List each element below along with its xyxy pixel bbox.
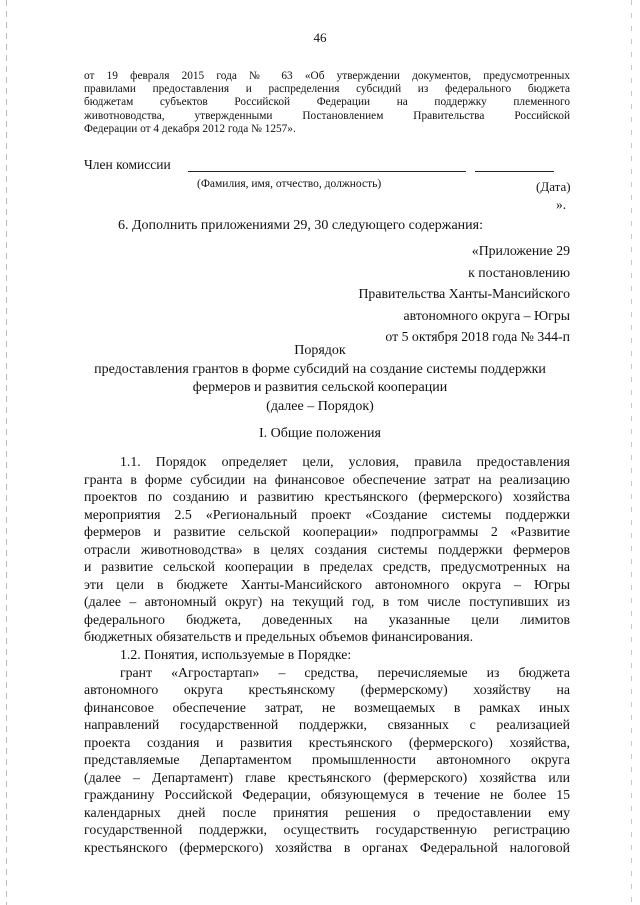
signature-date-line [475, 171, 554, 172]
paragraph-line: гражданину Российской Федерации, обязующемуся в течение не более 15 [84, 787, 570, 803]
scan-edge-right [631, 0, 632, 905]
paragraph-line: фермеров и развитие сельской кооперации» подпрограммы 2 «Развитие [84, 524, 570, 540]
intro-line: Федерации от 4 декабря 2012 года № 1257». [84, 122, 296, 135]
paragraph-line: гранта в форме субсидии на финансовое обеспечение затрат на реализацию [84, 471, 570, 487]
intro-line: бюджетам субъектов Российской Федерации на поддержку племенного [84, 96, 570, 109]
intro-line: от 19 февраля 2015 года № 63 «Об утверждении документов, предусмотренных [84, 70, 570, 82]
closing-quote: ». [556, 197, 567, 212]
appendix-line: от 5 октября 2018 года № 344-п [385, 329, 570, 344]
paragraph-line: календарных дней после принятия решения о предоставлении ему [84, 804, 570, 820]
paragraph-line: проектов по созданию и развитию крестьянского (фермерского) хозяйства [84, 489, 570, 505]
paragraph-line: государственной поддержки, осуществить государственную регистрацию [84, 822, 570, 838]
title-line: (далее – Порядок) [266, 398, 374, 414]
appendix-line: «Приложение 29 [471, 243, 570, 258]
section-heading: I. Общие положения [259, 426, 381, 441]
paragraph-line: крестьянского (фермерского) хозяйства в органах Федеральной налоговой [84, 840, 570, 856]
paragraph-line: автономного округа крестьянскому (фермерскому) хозяйству на [84, 682, 570, 698]
paragraph-line: и развитие сельской кооперации в пределах средств, предусмотренных на [84, 559, 570, 575]
scan-edge-left [6, 0, 7, 905]
paragraph-line: федерального бюджета, доведенных на указанные цели лимитов [84, 611, 570, 627]
signature-caption: (Фамилия, имя, отчество, должность) [197, 178, 382, 190]
title-line: предоставления грантов в форме субсидий на создание системы поддержки [94, 361, 546, 377]
page-number: 46 [313, 30, 327, 45]
paragraph-line: бюджетных обязательств и предельных объемов финансирования. [84, 629, 474, 645]
document-title [60, 342, 580, 416]
title-line: фермеров и развития сельской кооперации [192, 380, 448, 395]
signature-label: Член комиссии [84, 157, 171, 172]
paragraph-line: направлений государственной поддержки, связанных с реализацией [84, 717, 570, 733]
paragraph-line: финансовое обеспечение затрат, не возмещаемых в рамках иных [84, 699, 570, 715]
item-6-text: 6. Дополнить приложениями 29, 30 следующего содержания: [118, 218, 483, 233]
paragraph-line: эти цели в бюджете Ханты-Мансийского автономного округа – Югры [84, 576, 570, 592]
paragraph-line: мероприятия 2.5 «Региональный проект «Создание системы поддержки [84, 506, 570, 522]
main-text [84, 453, 570, 857]
title-line: Порядок [294, 343, 346, 358]
signature-row [84, 157, 570, 173]
paragraph-line: отрасли животноводства» в целях создания системы поддержки фермеров [84, 541, 570, 557]
intro-line: животноводства, утвержденными Постановлением Правительства Российской [84, 109, 570, 122]
appendix-header [358, 240, 570, 348]
intro-line: правилами предоставления и распределения субсидий из федерального бюджета [84, 83, 570, 96]
paragraph-line: представляемые Департаментом промышленности автономного округа [84, 752, 570, 768]
paragraph-line: (далее – автономный округ) на текущий год, в том числе поступивших из [84, 594, 570, 610]
appendix-line: автономного округа – Югры [403, 307, 570, 323]
paragraph-line: (далее – Департамент) главе крестьянского (фермерского) хозяйства или [84, 769, 570, 785]
paragraph-line: 1.1. Порядок определяет цели, условия, правила предоставления [120, 454, 570, 469]
paragraph-line: грант «Агростартап» – средства, перечисляемые из бюджета [120, 664, 570, 680]
signature-date-caption: (Дата) [536, 179, 571, 194]
appendix-line: Правительства Ханты-Мансийского [358, 286, 570, 301]
intro-paragraph [84, 70, 570, 136]
signature-name-line [188, 171, 466, 172]
paragraph-heading-1-2: 1.2. Понятия, используемые в Порядке: [120, 647, 352, 663]
appendix-line: к постановлению [468, 264, 570, 280]
paragraph-line: проекта создания и развития крестьянского (фермерского) хозяйства, [84, 734, 570, 750]
